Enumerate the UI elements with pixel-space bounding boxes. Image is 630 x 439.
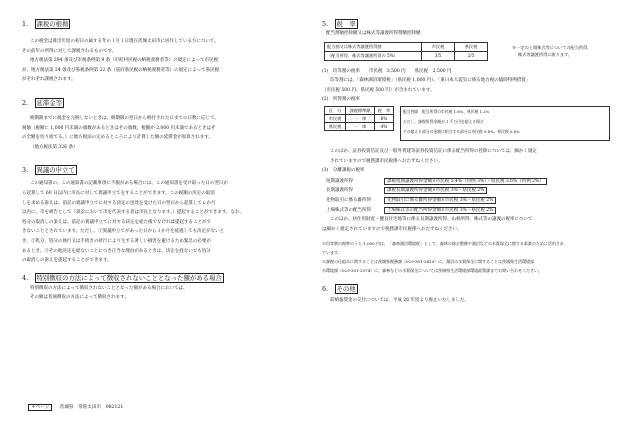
page-number: ４ページ <box>28 404 52 411</box>
tax-label: 短期譲渡所得 <box>326 178 353 184</box>
section-5-heading <box>322 20 618 29</box>
section-2-body <box>22 114 307 152</box>
paragraph-line: この通知書の、この通知書の記載事項に不服がある場合には、この通知書を受け取った日の翌日か <box>30 181 228 187</box>
table-cell: 配当割又は株式等譲渡所得割 <box>325 42 422 51</box>
table-row <box>325 42 488 51</box>
table-header-row <box>325 106 394 114</box>
section-number: 1. <box>22 20 29 28</box>
paragraph-line: 納期限までに税金を完納しないときは、納期限の翌日から納付された日までの日数に応じて、 <box>30 115 219 121</box>
section-2-heading <box>22 99 307 108</box>
note-line: 配当控除 配当所得の市民税 1.6%、県民税 1.2% <box>403 108 490 114</box>
table-row <box>325 51 488 60</box>
income-rate-heading: (2) 所得割の税率 <box>322 97 360 103</box>
paragraph-line: その前年の所得に対して課税されるものです。 <box>22 48 117 54</box>
separate-tax-row <box>326 206 618 216</box>
section-4-heading <box>22 274 307 283</box>
separate-tax-heading: (3) 分離課税の税率 <box>322 168 365 174</box>
separate-tax-row <box>326 196 618 206</box>
tax-formula: 課税短期譲渡所得金額×市民税 5.4%（特例 3%）・県民税 3.6%（特例 2%） <box>384 178 547 185</box>
per-capita-rate: (1) 均等割の税率 市民税 3,500 円 県民税 2,500 円 <box>322 68 452 74</box>
note-line: ※一定の上場株式等についての配当所得、 <box>512 45 592 50</box>
section-1-body <box>22 37 307 85</box>
section-3-body <box>22 179 307 265</box>
table-header-cell: 税 率 <box>375 106 394 114</box>
paragraph-line: 処分の取消しの訴えは、前記の異議申立てに対する決定を経た後でなければ提起することがで <box>22 219 211 225</box>
paragraph-line: 均等割には、「森林湖沼環境税」（県民税 1,000 円）、「東日本大震災に係る地方税の臨時特例措置」 <box>330 78 531 84</box>
paragraph-line: 前納報奨金の交付については、平成 26 年度より廃止いたしました。 <box>330 298 469 304</box>
paragraph-line: （地方税法第 326 条） <box>30 144 78 150</box>
note-line: その超える部分の金額に相当する部分は市民税 0.8%、県民税 0.6% <box>403 128 520 134</box>
tax-formula: 先物取引に係る雑所得金額×市民税 3%・県民税 2% <box>384 197 496 204</box>
section-title: 課税の根拠 <box>36 20 69 28</box>
section-title: 税 率 <box>336 20 356 28</box>
paragraph-line: 税額（税額に 1,000 円未満の端数があるときはその端数、税額が 2,000 円未満であるときはそ <box>22 125 216 131</box>
page-footer <box>28 404 123 410</box>
dividend-deduction-table <box>324 42 488 61</box>
paragraph-line: されていますので税務課市民税係へおたずねください。 <box>330 158 443 164</box>
paragraph-line: このほか、証券投資信託及び一般外貨建等証券投資信託に係る配当所得の控除については、細かく規定 <box>330 148 537 154</box>
paragraph-line: きないこととされています。ただし、①異議申立てがあった日から３か月を経過しても決定がないと <box>22 229 225 235</box>
dividend-credit-box <box>400 106 610 141</box>
table-row <box>325 122 394 130</box>
paragraph-line: 以内に、市を被告として（訴訟において市を代表する者は市長となります。）提起することができます。なお、 <box>22 210 245 216</box>
tax-formula: 課税長期譲渡所得金額×市民税 3%・県民税 2% <box>384 187 487 194</box>
table-cell: 6% <box>375 114 394 122</box>
paragraph-line: 特別徴収の方法によって徴収されないこととなった額がある場合においては、 <box>30 285 188 291</box>
paragraph-line: このほか、居住用財産・優良住宅地等に係る長期譲渡所得、山林所得、株式等の譲渡の税率について <box>330 217 533 223</box>
paragraph-line: は細かく規定されていますので税務課市民税係へおたずねください。 <box>322 226 462 232</box>
separate-tax-list <box>326 177 618 215</box>
income-rate-table <box>324 106 394 131</box>
note-line: ※均等割の税率のうち 1,000 円は、「森林湖沼環境税」として、森林の保全整備や湖沼などの水質保全に関する事業のために活用され <box>322 241 564 247</box>
subsection-title: 配当割額控除額又は株式等譲渡所得割額控除額 <box>326 31 421 36</box>
paragraph-line: き、②処分、処分の執行又は手続きの続行により生ずる著しい損害を避けるため緊急の必要が <box>22 238 211 244</box>
separate-tax-row <box>326 186 618 196</box>
note-line: ※課税の仕組みに関することは茨城県税務課（029-301-2410）に、湖沼の水質保全に関することは茨城県生活環境部 <box>322 259 535 265</box>
environment-tax-notes <box>322 239 618 275</box>
tax-formula: 上場株式等の配当所得金額×市民税 3%・県民税 2% <box>384 207 496 214</box>
paragraph-line: （市民税 500 円、県民税 500 円）が含まれています。 <box>322 87 435 93</box>
footer-text: 茨城県 常陸太田市 082121 <box>59 405 124 410</box>
section-6-heading <box>322 285 618 294</box>
paragraph-line: が、地方税法第 24 条及び県税条例第 22 条（道府県民税の納税義務者等）の規定によって県民税 <box>22 67 220 73</box>
table-cell: （配当所得、株式等譲渡所得の 5%） <box>325 51 422 60</box>
section-number: 5. <box>322 20 329 28</box>
paragraph-line: しを求める訴えは、前記の異議申立てに対する決定の送達を受けた日の翌日から起算して６か月 <box>22 200 216 206</box>
section-number: 6. <box>322 285 329 294</box>
section-4-body <box>22 284 307 303</box>
section-title: 延滞金等 <box>36 98 63 107</box>
note-line: 株式等譲渡所得に限ります。 <box>518 52 573 57</box>
paragraph-line: の取消しの訴えを提起することができます。 <box>22 258 112 264</box>
section-3-heading <box>22 166 307 175</box>
separate-tax-row <box>326 177 618 187</box>
table-header-cell: 課税標準額 <box>346 106 375 114</box>
income-rate-block <box>322 105 618 147</box>
section-title: その他 <box>336 285 356 294</box>
tax-label: 先物取引に係る雑所得 <box>326 197 371 203</box>
tax-label: 長期譲渡所得 <box>326 188 353 194</box>
right-column <box>322 18 618 306</box>
table-cell: 一 律 <box>346 114 375 122</box>
paragraph-line: あるとき、③その他決定を経ないことにつき正当な理由があるときは、決定を経ないでも処分 <box>22 248 211 254</box>
table-cell: 一 律 <box>346 122 375 130</box>
section-number: 4. <box>22 273 29 282</box>
paragraph-line: その額は普通徴収の方法によって徴収されます。 <box>30 295 129 301</box>
table-cell: 県民税 <box>325 122 346 130</box>
dividend-side-note <box>512 44 591 58</box>
table-cell: 2/5 <box>455 51 488 60</box>
table-cell: 市民税 <box>325 114 346 122</box>
table-cell: 県民税 <box>455 42 488 51</box>
left-column <box>22 18 307 303</box>
paragraph-line: 地方税法第 294 条及び市税条例第 9 条（市町村民税の納税義務者等）の規定によって市民税 <box>30 58 219 64</box>
tax-label: 上場株式等の配当所得 <box>326 207 371 213</box>
paragraph-line: この税金は算出年度の初日の属する年の１月１日現在茨城太田市に居住している方について、 <box>30 39 219 44</box>
paragraph-line: の全額を切り捨てる。）に地方税法の定めるところにより計算した額の延滞金が加算されます。 <box>22 135 213 141</box>
paragraph-line: がそれぞれ課税されます。 <box>22 77 76 83</box>
table-cell: 3/5 <box>422 51 455 60</box>
table-header-cell: 区 分 <box>325 106 346 114</box>
section-title: 特別徴収の方法によって徴収されないこととなった額がある場合 <box>36 273 222 282</box>
section-number: 3. <box>22 166 29 175</box>
section-number: 2. <box>22 98 29 107</box>
table-cell: 4% <box>375 122 394 130</box>
note-line: ています。 <box>322 250 342 256</box>
note-line: 水環境課（029-301-2974）に、森林などの水質保全については茨城県生活環境部環境政策課までお問い合わせください。 <box>322 268 543 274</box>
section-title: 異議の申立て <box>36 166 75 175</box>
note-line: ただし、課税所得金額が 1 千万円を超える場合 <box>403 118 484 124</box>
table-cell: 市民税 <box>422 42 455 51</box>
paragraph-line: ら起算して 60 日以内に市長に対して異議申立てをすることができます。この税額の決定の取消 <box>22 190 215 196</box>
section-1-heading <box>22 20 307 29</box>
table-row <box>325 114 394 122</box>
